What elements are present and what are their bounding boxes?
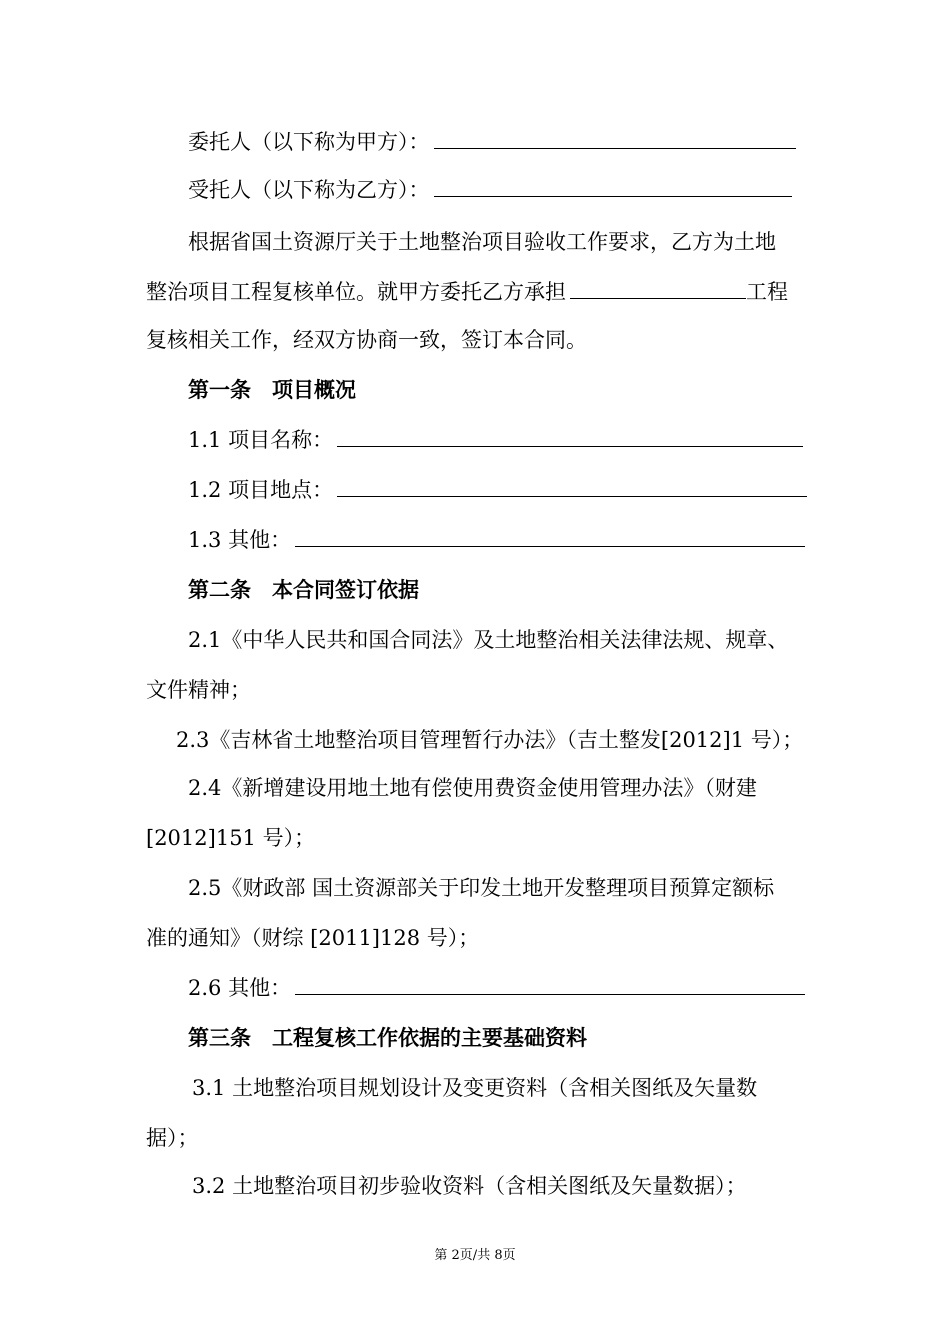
item-2-5-line-2: 准的通知》（财综 [2011]128 号）； [146, 926, 480, 950]
article-2-heading: 第二条 本合同签订依据 [188, 577, 419, 602]
page-number-footer: 第 2页/共 8页 [434, 1248, 516, 1263]
item-3-1-line-2: 据）； [146, 1126, 199, 1150]
party-b-blank [434, 195, 792, 197]
intro-line-1: 根据省国土资源厅关于土地整治项目验收工作要求，乙方为土地 [188, 230, 776, 254]
item-2-1-line-2: 文件精神； [146, 678, 251, 702]
item-1-2-blank [337, 495, 807, 497]
item-2-6-blank [295, 993, 805, 995]
item-3-1-line-1: 3.1 土地整治项目规划设计及变更资料（含相关图纸及矢量数 [192, 1076, 758, 1100]
item-1-3-label: 1.3 其他： [188, 528, 292, 552]
intro-line-3: 复核相关工作，经双方协商一致，签订本合同。 [146, 328, 587, 352]
article-3-heading: 第三条 工程复核工作依据的主要基础资料 [188, 1025, 587, 1050]
item-3-2: 3.2 土地整治项目初步验收资料（含相关图纸及矢量数据）； [192, 1174, 747, 1198]
item-2-6-label: 2.6 其他： [188, 976, 292, 1000]
intro-line-2 [146, 279, 788, 305]
item-2-4-line-1: 2.4《新增建设用地土地有偿使用费资金使用管理办法》（财建 [188, 776, 757, 800]
party-b-line [188, 177, 792, 203]
intro-line-2-tail: 工程 [746, 280, 788, 304]
item-2-5-line-1: 2.5《财政部 国土资源部关于印发土地开发整理项目预算定额标 [188, 876, 775, 900]
intro-line-2-text: 整治项目工程复核单位。就甲方委托乙方承担 [146, 280, 566, 304]
item-1-1 [188, 427, 803, 453]
item-2-4-line-2: [2012]151 号）； [146, 826, 316, 850]
item-2-3: 2.3《吉林省土地整治项目管理暂行办法》（吉土整发[2012]1 号）； [176, 728, 804, 752]
party-b-label: 受托人（以下称为乙方）： [188, 178, 430, 202]
item-1-1-blank [337, 445, 803, 447]
item-1-2-label: 1.2 项目地点： [188, 478, 334, 502]
item-2-6 [188, 975, 805, 1001]
item-2-1-line-1: 2.1《中华人民共和国合同法》及土地整治相关法律法规、规章、 [188, 628, 789, 652]
article-1-heading: 第一条 项目概况 [188, 377, 356, 402]
project-blank [570, 297, 746, 299]
party-a-line [188, 129, 796, 155]
party-a-blank [434, 147, 796, 149]
item-1-3 [188, 527, 805, 553]
item-1-1-label: 1.1 项目名称： [188, 428, 334, 452]
item-1-2 [188, 477, 807, 503]
party-a-label: 委托人（以下称为甲方）： [188, 130, 430, 154]
item-1-3-blank [295, 545, 805, 547]
